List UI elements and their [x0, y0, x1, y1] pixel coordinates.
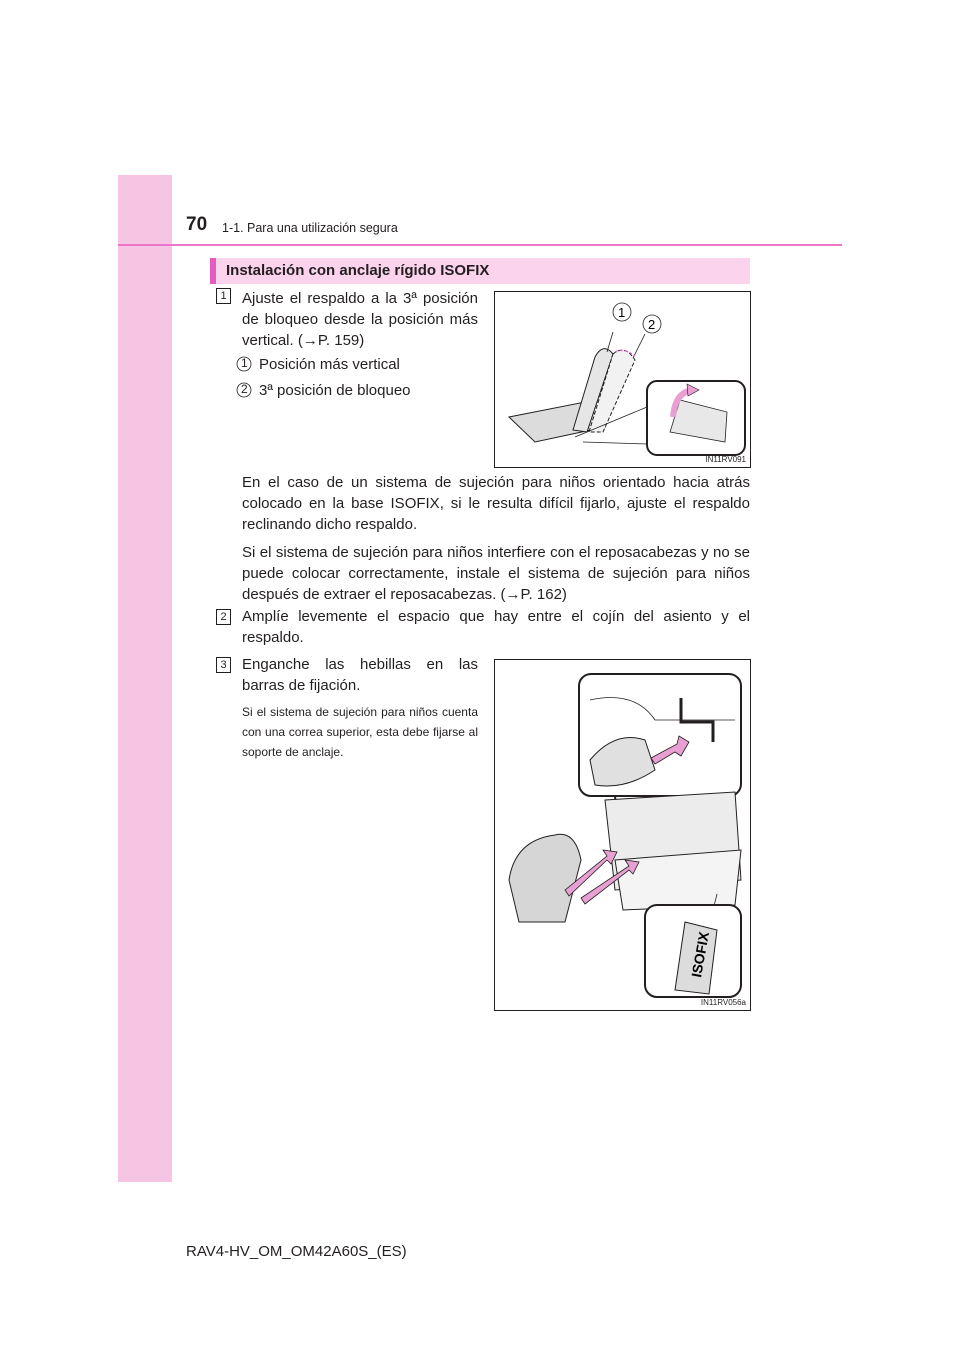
callout-2: 2 [648, 317, 656, 332]
step-3-note: Si el sistema de sujeción para niños cuenta con una correa superior, esta debe fijarse al soporte de anclaje. [242, 705, 478, 759]
subsection-heading [210, 258, 750, 284]
step-1-note-1: En el caso de un sistema de sujeción para niños orientado hacia atrás colocado en la base ISOFIX, si le resulta difícil fijarlo, ajuste el respaldo reclinando dicho respaldo. [242, 474, 750, 533]
section-title: 1-1. Para una utilización segura [222, 221, 398, 235]
step-1-note-2: Si el sistema de sujeción para niños interfiere con el reposacabezas y no se puede colocar correctamente, instale el sistema de sujeción para niños después de extraer el reposacabezas. (→P. 162) [242, 544, 750, 603]
subsection-title: Instalación con anclaje rígido ISOFIX [226, 262, 490, 279]
figure-seatback-positions [494, 291, 751, 468]
isofix-illustration [495, 660, 750, 1010]
figure-isofix-installation [494, 659, 751, 1011]
sub-item-2-number: 2 [241, 382, 248, 396]
figure-1-code: IN11RV091 [705, 455, 746, 464]
header-rule [118, 244, 842, 246]
sub-item-1-text: Posición más vertical [259, 356, 400, 373]
isofix-label: ISOFIX [688, 930, 712, 979]
sub-item-2-text: 3ª posición de bloqueo [259, 382, 411, 399]
seatback-illustration [495, 292, 750, 467]
step-number-1: 1 [216, 288, 231, 304]
page-number: 70 [186, 214, 208, 235]
step-number-3: 3 [216, 657, 231, 673]
side-tab [118, 175, 172, 1182]
step-number-2: 2 [216, 609, 231, 625]
figure-2-code: IN11RV056a [700, 998, 746, 1007]
heading-accent-bar [210, 258, 216, 284]
footer-doc-code: RAV4-HV_OM_OM42A60S_(ES) [186, 1243, 407, 1260]
callout-1: 1 [618, 305, 626, 320]
step-1-text: Ajuste el respaldo a la 3ª posición de bloqueo desde la posición más vertical. (→P. 159) [242, 290, 478, 349]
sub-item-1-number: 1 [241, 356, 248, 370]
step-2-text: Amplíe levemente el espacio que hay entre el cojín del asiento y el respaldo. [242, 608, 750, 646]
step-3-text: Enganche las hebillas en las barras de fijación. [242, 656, 478, 694]
